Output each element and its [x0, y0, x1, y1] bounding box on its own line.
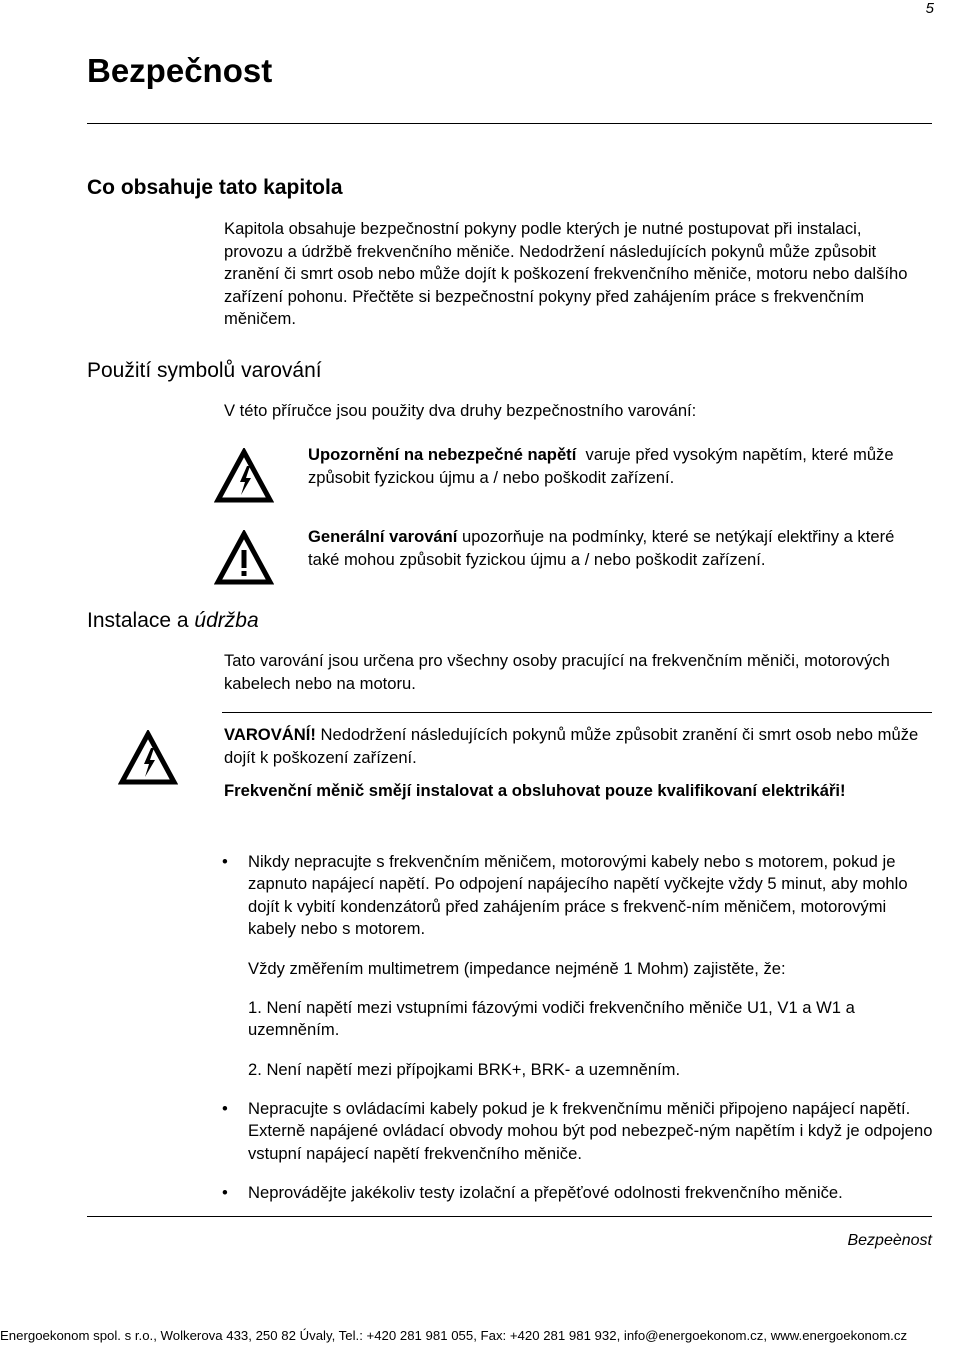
high-voltage-warning-icon [118, 730, 178, 791]
contents-paragraph [224, 218, 914, 331]
warning-paragraph [224, 724, 924, 769]
footer-divider [87, 1216, 932, 1217]
high-voltage-warning-icon [214, 448, 274, 509]
warning-label: VAROVÁNÍ! [224, 725, 316, 744]
bullet-dot: • [222, 851, 228, 871]
section-heading-contents: Co obsahuje tato kapitola [87, 176, 343, 199]
bullet-subtext: Vždy změřením multimetrem (impedance nejméně 1 Mohm) zajistěte, že: [248, 958, 786, 978]
list-item [222, 1098, 937, 1166]
footer-section-title: Bezpeènost [847, 1232, 932, 1249]
company-contact-line: Energoekonom spol. s r.o., Wolkerova 433, 250 82 Úvaly, Tel.: +420 281 981 055, Fax: +420 281 981 932, info@energoekonom.cz, www.energoekonom.cz [0, 1328, 908, 1343]
install-heading-italic: údržba [194, 609, 259, 632]
voltage-warning-description [308, 444, 928, 489]
general-warning-title: Generální varování [308, 527, 458, 546]
page-number: 5 [925, 0, 934, 17]
section-heading-install [87, 609, 259, 633]
page-title: Bezpečnost [87, 52, 273, 89]
title-divider [87, 123, 932, 124]
safety-bullet-list [222, 834, 937, 1221]
bullet-dot: • [222, 1098, 228, 1118]
install-heading-normal: Instalace a [87, 609, 189, 632]
bullet-text: Nikdy nepracujte s frekvenčním měničem, motorovými kabely nebo s motorem, pokud je zapnuto napájecí napětí. Po odpojení napájecího napětí vyčkejte vždy 5 minut, aby mohlo dojít k vybití kondenzátorů před zahájením práce s frekvenč-ním měničem, motorovými kabely nebo s motorem. [248, 851, 908, 939]
general-warning-icon [214, 530, 274, 591]
voltage-warning-text: varuje před vysokým napětím, které může způsobit fyzickou újmu a / nebo poškodit zařízení. [308, 445, 894, 487]
bullet-subtext: 1. Není napětí mezi vstupními fázovými vodiči frekvenčního měniče U1, V1 a W1 a uzemněním. [248, 997, 855, 1040]
install-intro: Tato varování jsou určena pro všechny osoby pracující na frekvenčním měniči, motorových kabelech nebo na motoru. [224, 651, 890, 693]
symbols-intro: V této příručce jsou použity dva druhy bezpečnostního varování: [224, 401, 697, 420]
bullet-dot: • [222, 1183, 228, 1203]
section-heading-symbols: Použití symbolů varování [87, 359, 322, 382]
warning-text: Nedodržení následujících pokynů může způsobit zranění či smrt osob nebo může dojít k poškození zařízení. [224, 725, 919, 767]
general-warning-description [308, 526, 928, 571]
list-item [222, 851, 937, 1082]
voltage-warning-title: Upozornění na nebezpečné napětí [308, 445, 577, 464]
warning-divider [222, 712, 932, 713]
bullet-text: Nepracujte s ovládacími kabely pokud je k frekvenčnímu měniči připojeno napájecí napětí. Externě napájené ovládací obvody mohou být pod nebezpeč-ným napětím i když je odpojeno vstupní napájecí napětí frekvenčního měniče. [248, 1098, 933, 1163]
list-item [222, 1182, 937, 1205]
general-warning-text: upozorňuje na podmínky, které se netýkají elektřiny a které také mohou způsobit fyzickou újmu a / nebo poškodit zařízení. [308, 527, 895, 569]
contents-text: Kapitola obsahuje bezpečnostní pokyny podle kterých je nutné postupovat při instalaci, provozu a údržbě frekvenčního měniče. Nedodržení následujících pokynů může způsobit zranění či smrt osob nebo může dojít k poškození frekvenčního měniče, motoru nebo dalšího zařízení pohonu. Přečtěte si bezpečnostní pokyny před zahájením práce s frekvenčním měničem. [224, 219, 908, 329]
qualified-note: Frekvenční měnič smějí instalovat a obsluhovat pouze kvalifikovaní elektrikáři! [224, 781, 846, 800]
bullet-text: Neprovádějte jakékoliv testy izolační a přepěťové odolnosti frekvenčního měniče. [248, 1183, 843, 1203]
bullet-subtext: 2. Není napětí mezi přípojkami BRK+, BRK- a uzemněním. [248, 1059, 681, 1079]
